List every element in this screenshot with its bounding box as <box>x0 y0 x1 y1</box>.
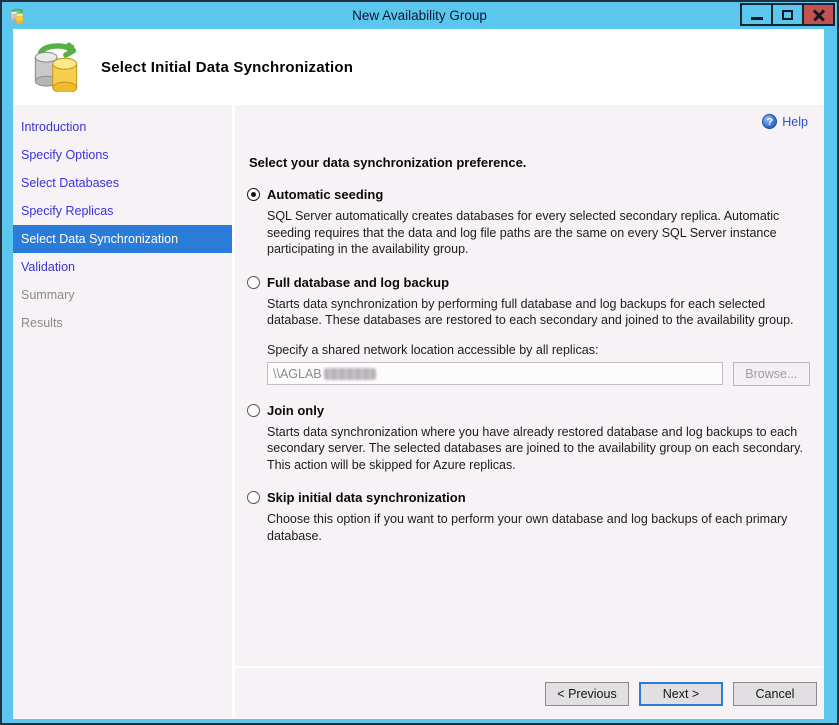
help-icon: ? <box>762 114 777 129</box>
radio-skip-initial-data-synchronization[interactable] <box>247 490 810 505</box>
sidebar-item-results: Results <box>21 316 63 330</box>
page-title: Select Initial Data Synchronization <box>101 58 354 76</box>
window-controls <box>742 3 835 26</box>
sidebar-item-introduction[interactable]: Introduction <box>21 120 87 134</box>
option-label: Full database and log backup <box>267 274 450 290</box>
share-location-label: Specify a shared network location accessible by all replicas: <box>267 342 599 357</box>
radio-unselected-icon <box>247 491 260 504</box>
sidebar-item-select-databases[interactable]: Select Databases <box>21 176 119 190</box>
titlebar[interactable] <box>2 2 837 29</box>
radio-join-only[interactable] <box>247 403 810 418</box>
sidebar-item-specify-options[interactable]: Specify Options <box>21 148 109 162</box>
option-description: Starts data synchronization by performing full database and log backups for each selected database. These databases are restored to each secondary and joined to the availability group. <box>267 296 794 327</box>
previous-button[interactable]: < Previous <box>545 682 629 706</box>
radio-full-database-and-log-backup[interactable] <box>247 275 810 290</box>
radio-unselected-icon <box>247 276 260 289</box>
option-label: Skip initial data synchronization <box>267 490 466 505</box>
radio-automatic-seeding[interactable] <box>247 187 810 202</box>
minimize-icon <box>751 17 763 20</box>
help-label: Help <box>782 114 808 129</box>
share-path-input[interactable] <box>267 362 723 385</box>
preference-heading: Select your data synchronization preference. <box>249 155 527 170</box>
next-button[interactable]: Next > <box>639 682 723 706</box>
share-path-value: \\AGLAB <box>273 366 322 381</box>
browse-button[interactable]: Browse... <box>733 362 810 386</box>
close-button[interactable] <box>802 3 835 26</box>
wizard-header <box>13 29 824 105</box>
radio-unselected-icon <box>247 404 260 417</box>
close-icon <box>812 8 826 22</box>
option-description: Starts data synchronization where you have already restored database and log backups to each secondary server. The selected databases are joined to the availability group on each secondary. This action will be skipped for Azure replicas. <box>267 424 803 472</box>
wizard-steps-sidebar <box>13 105 232 719</box>
option-label: Automatic seeding <box>267 187 384 202</box>
data-sync-icon <box>29 42 83 92</box>
option-label: Join only <box>267 402 325 418</box>
cancel-button[interactable]: Cancel <box>733 682 817 706</box>
window-title: New Availability Group <box>352 8 487 23</box>
maximize-icon <box>782 10 793 20</box>
minimize-button[interactable] <box>740 3 773 26</box>
radio-selected-icon <box>247 188 260 201</box>
sidebar-item-specify-replicas[interactable]: Specify Replicas <box>21 204 114 218</box>
sidebar-item-select-data-synchronization[interactable]: Select Data Synchronization <box>13 225 232 253</box>
maximize-button[interactable] <box>771 3 804 26</box>
sidebar-item-validation[interactable]: Validation <box>21 260 75 274</box>
main-panel <box>235 105 824 666</box>
wizard-frame <box>13 29 824 719</box>
help-link[interactable] <box>762 114 808 129</box>
option-description: Choose this option if you want to perform your own database and log backups of each primary database. <box>267 512 788 543</box>
redacted-text-blur <box>324 368 376 380</box>
sidebar-item-summary: Summary <box>21 288 75 302</box>
footer-button-bar <box>235 668 824 719</box>
option-description: SQL Server automatically creates databases for every selected secondary replica. Automatic seeding requires that the data and log file paths are the same on every SQL Server instance participating in the availability group. <box>267 209 780 256</box>
